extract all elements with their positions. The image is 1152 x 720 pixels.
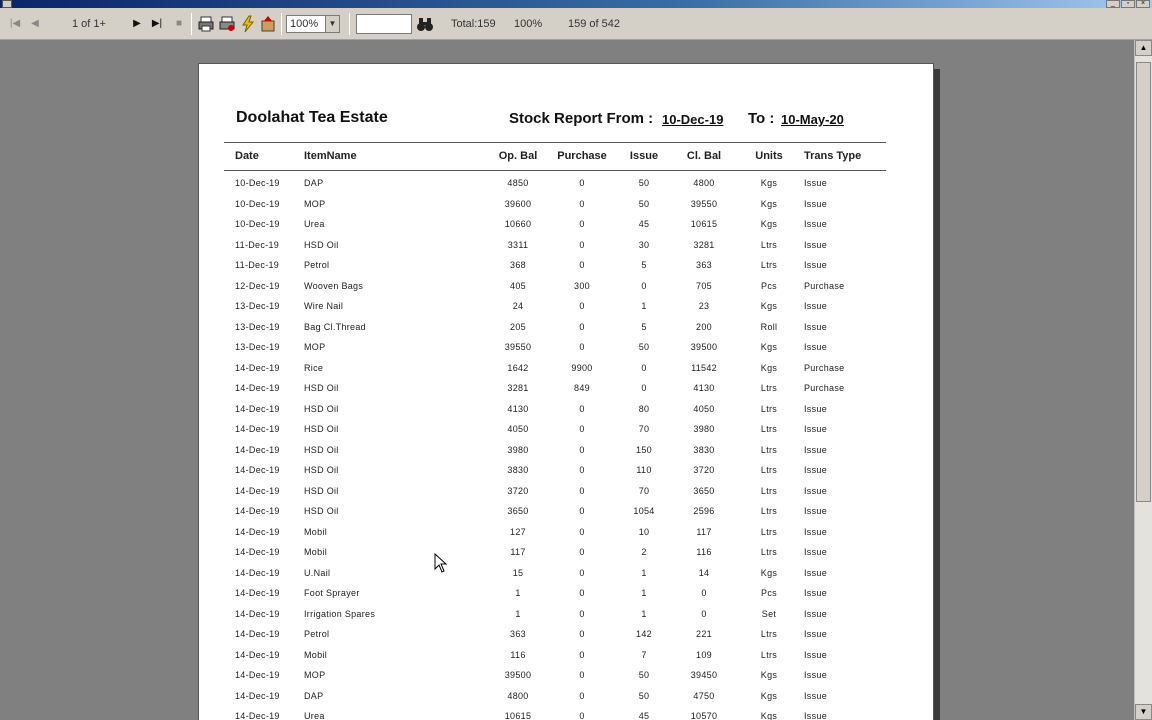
cell-opening-balance: 39500 bbox=[504, 670, 532, 680]
cell-issue: 110 bbox=[636, 465, 652, 475]
cell-units: Set bbox=[761, 608, 777, 619]
cell-item-name: Urea bbox=[304, 219, 325, 229]
cell-issue: 7 bbox=[641, 649, 647, 660]
column-header-purchase: Purchase bbox=[557, 150, 607, 162]
cell-issue: 50 bbox=[638, 198, 650, 209]
cell-item-name: Urea bbox=[304, 711, 325, 720]
cell-item-name: Petrol bbox=[304, 260, 330, 270]
cell-opening-balance: 39550 bbox=[504, 342, 532, 352]
cell-purchase: 0 bbox=[579, 690, 585, 701]
cell-purchase: 0 bbox=[579, 465, 585, 475]
cell-issue: 50 bbox=[638, 670, 650, 680]
cell-units: Pcs bbox=[761, 280, 777, 291]
cell-closing-balance: 4130 bbox=[693, 383, 715, 393]
cell-item-name: HSD Oil bbox=[304, 383, 339, 393]
cell-item-name: MOP bbox=[304, 342, 326, 352]
cell-item-name: HSD Oil bbox=[304, 506, 339, 516]
cell-item-name: DAP bbox=[304, 690, 324, 701]
cell-purchase: 0 bbox=[579, 178, 585, 188]
cell-opening-balance: 3281 bbox=[507, 383, 529, 393]
cell-trans-type: Issue bbox=[804, 526, 828, 537]
cell-trans-type: Issue bbox=[804, 301, 828, 311]
report-to-date: 10-May-20 bbox=[781, 112, 844, 127]
vertical-scrollbar[interactable] bbox=[1134, 40, 1152, 720]
cell-purchase: 0 bbox=[579, 526, 585, 537]
cell-units: Kgs bbox=[760, 362, 778, 373]
cell-item-name: HSD Oil bbox=[304, 485, 339, 496]
cell-issue: 45 bbox=[638, 711, 650, 720]
company-name: Doolahat Tea Estate bbox=[236, 109, 388, 126]
cell-units: Kgs bbox=[760, 342, 778, 352]
cell-purchase: 0 bbox=[579, 403, 585, 414]
cell-units: Ltrs bbox=[760, 485, 778, 496]
cell-item-name: MOP bbox=[304, 198, 326, 209]
cell-purchase: 0 bbox=[579, 321, 585, 332]
cell-closing-balance: 200 bbox=[696, 321, 712, 332]
cell-closing-balance: 3720 bbox=[693, 465, 715, 475]
cell-item-name: U.Nail bbox=[304, 567, 331, 578]
cell-trans-type: Purchase bbox=[804, 383, 845, 393]
cell-trans-type: Issue bbox=[804, 629, 828, 639]
cell-opening-balance: 4130 bbox=[507, 403, 529, 414]
cell-opening-balance: 10615 bbox=[504, 711, 532, 720]
cell-trans-type: Issue bbox=[804, 178, 828, 188]
cell-purchase: 0 bbox=[579, 711, 585, 720]
cell-closing-balance: 109 bbox=[696, 649, 712, 660]
cell-closing-balance: 3281 bbox=[693, 239, 715, 250]
cell-issue: 142 bbox=[636, 629, 652, 639]
cell-units: Ltrs bbox=[760, 526, 778, 537]
cell-opening-balance: 4800 bbox=[507, 690, 529, 701]
cell-purchase: 300 bbox=[574, 280, 590, 291]
cell-closing-balance: 0 bbox=[701, 608, 707, 619]
cell-trans-type: Purchase bbox=[804, 362, 845, 373]
cell-date: 14-Dec-19 bbox=[235, 690, 280, 701]
cell-units: Kgs bbox=[760, 711, 778, 720]
cell-trans-type: Issue bbox=[804, 690, 828, 701]
cell-opening-balance: 4850 bbox=[507, 178, 529, 188]
restore-icon[interactable]: ▫ bbox=[1121, 0, 1135, 8]
cell-units: Ltrs bbox=[760, 629, 778, 639]
cell-date: 10-Dec-19 bbox=[235, 178, 280, 188]
report-from-label: Stock Report From : bbox=[509, 110, 654, 127]
close-icon[interactable]: × bbox=[1136, 0, 1150, 8]
cell-purchase: 0 bbox=[579, 670, 585, 680]
cell-item-name: Wire Nail bbox=[304, 301, 344, 311]
cell-issue: 150 bbox=[636, 444, 652, 455]
cell-units: Kgs bbox=[760, 670, 778, 680]
cell-purchase: 0 bbox=[579, 342, 585, 352]
cell-closing-balance: 23 bbox=[698, 301, 710, 311]
cell-date: 14-Dec-19 bbox=[235, 383, 280, 393]
toolbar-separator bbox=[281, 13, 282, 35]
cell-issue: 1 bbox=[641, 608, 647, 619]
cell-date: 14-Dec-19 bbox=[235, 403, 280, 414]
cell-purchase: 0 bbox=[579, 567, 585, 578]
cell-issue: 5 bbox=[641, 260, 647, 270]
cell-item-name: HSD Oil bbox=[304, 424, 339, 434]
cell-units: Kgs bbox=[760, 219, 778, 229]
cell-closing-balance: 4800 bbox=[693, 178, 715, 188]
first-page-icon[interactable]: |◀ bbox=[9, 18, 21, 29]
page-indicator: 1 of 1+ bbox=[72, 18, 106, 30]
cell-closing-balance: 39550 bbox=[690, 198, 718, 209]
cell-date: 14-Dec-19 bbox=[235, 362, 280, 373]
cell-closing-balance: 2596 bbox=[693, 506, 715, 516]
print-icon[interactable] bbox=[197, 15, 215, 33]
cell-closing-balance: 363 bbox=[696, 260, 712, 270]
cell-closing-balance: 0 bbox=[701, 588, 707, 598]
cell-opening-balance: 127 bbox=[510, 526, 526, 537]
cell-issue: 50 bbox=[638, 178, 650, 188]
stop-icon[interactable]: ■ bbox=[175, 18, 183, 29]
cell-issue: 10 bbox=[638, 526, 650, 537]
cell-date: 14-Dec-19 bbox=[235, 506, 280, 516]
cell-opening-balance: 4050 bbox=[507, 424, 529, 434]
cell-units: Ltrs bbox=[760, 239, 778, 250]
cell-item-name: MOP bbox=[304, 670, 326, 680]
cell-date: 11-Dec-19 bbox=[235, 239, 280, 250]
cell-item-name: HSD Oil bbox=[304, 239, 339, 250]
refresh-icon[interactable] bbox=[239, 15, 257, 33]
toolbar-separator bbox=[349, 13, 350, 35]
cell-item-name: Irrigation Spares bbox=[304, 608, 376, 619]
cell-trans-type: Issue bbox=[804, 321, 828, 332]
cell-purchase: 0 bbox=[579, 588, 585, 598]
cell-date: 10-Dec-19 bbox=[235, 198, 280, 209]
cell-units: Roll bbox=[760, 321, 778, 332]
cell-issue: 1 bbox=[641, 301, 647, 311]
next-page-icon[interactable]: ▶ bbox=[133, 18, 141, 29]
cell-closing-balance: 705 bbox=[696, 280, 712, 291]
cell-date: 13-Dec-19 bbox=[235, 342, 280, 352]
cell-date: 14-Dec-19 bbox=[235, 608, 280, 619]
column-header-date: Date bbox=[235, 150, 259, 162]
cell-closing-balance: 117 bbox=[696, 526, 712, 537]
cell-trans-type: Issue bbox=[804, 608, 828, 619]
cell-issue: 45 bbox=[638, 219, 650, 229]
cell-opening-balance: 15 bbox=[512, 567, 524, 578]
report-page bbox=[198, 63, 934, 720]
cell-closing-balance: 39450 bbox=[690, 670, 718, 680]
cell-item-name: Foot Sprayer bbox=[304, 588, 360, 598]
cell-date: 13-Dec-19 bbox=[235, 301, 280, 311]
header-rule-bottom bbox=[224, 170, 886, 171]
cell-closing-balance: 4750 bbox=[693, 690, 715, 701]
cell-issue: 70 bbox=[638, 485, 650, 496]
cell-opening-balance: 10660 bbox=[504, 219, 532, 229]
cell-trans-type: Issue bbox=[804, 239, 828, 250]
zoom-select[interactable] bbox=[286, 15, 340, 33]
cell-date: 11-Dec-19 bbox=[235, 260, 280, 270]
cell-issue: 50 bbox=[638, 342, 650, 352]
scroll-down-icon[interactable]: ▼ bbox=[1135, 704, 1152, 720]
last-page-icon[interactable]: ▶| bbox=[151, 18, 163, 29]
cell-trans-type: Issue bbox=[804, 649, 828, 660]
cell-opening-balance: 1 bbox=[515, 608, 521, 619]
cell-date: 14-Dec-19 bbox=[235, 649, 280, 660]
cell-date: 14-Dec-19 bbox=[235, 465, 280, 475]
cell-opening-balance: 363 bbox=[510, 629, 526, 639]
cell-item-name: HSD Oil bbox=[304, 444, 339, 455]
cell-purchase: 0 bbox=[579, 547, 585, 557]
cell-item-name: HSD Oil bbox=[304, 465, 339, 475]
cell-units: Ltrs bbox=[760, 260, 778, 270]
cell-date: 14-Dec-19 bbox=[235, 629, 280, 639]
cell-closing-balance: 3830 bbox=[693, 444, 715, 455]
cell-trans-type: Issue bbox=[804, 485, 828, 496]
cell-closing-balance: 3980 bbox=[693, 424, 715, 434]
cell-issue: 50 bbox=[638, 690, 650, 701]
cell-date: 12-Dec-19 bbox=[235, 280, 280, 291]
cell-closing-balance: 221 bbox=[696, 629, 712, 639]
export-icon[interactable] bbox=[259, 15, 277, 33]
cell-purchase: 0 bbox=[579, 506, 585, 516]
cell-item-name: Mobil bbox=[304, 649, 328, 660]
report-from-date: 10-Dec-19 bbox=[662, 112, 724, 127]
cell-date: 14-Dec-19 bbox=[235, 444, 280, 455]
cell-closing-balance: 3650 bbox=[693, 485, 715, 496]
cell-trans-type: Issue bbox=[804, 670, 828, 680]
cell-closing-balance: 116 bbox=[696, 547, 712, 557]
cell-trans-type: Issue bbox=[804, 588, 828, 598]
scroll-thumb[interactable] bbox=[1136, 62, 1151, 502]
cell-item-name: Bag Cl.Thread bbox=[304, 321, 366, 332]
cell-opening-balance: 3650 bbox=[507, 506, 529, 516]
cell-opening-balance: 3830 bbox=[507, 465, 529, 475]
minimize-icon[interactable]: _ bbox=[1106, 0, 1120, 8]
cell-issue: 5 bbox=[641, 321, 647, 332]
cell-trans-type: Issue bbox=[804, 465, 828, 475]
column-header-item-name: ItemName bbox=[304, 150, 357, 162]
cell-opening-balance: 116 bbox=[510, 649, 526, 660]
cell-purchase: 0 bbox=[579, 301, 585, 311]
cell-trans-type: Issue bbox=[804, 260, 828, 270]
cell-issue: 2 bbox=[641, 547, 647, 557]
cell-closing-balance: 14 bbox=[698, 567, 710, 578]
cell-purchase: 849 bbox=[574, 383, 590, 393]
cell-purchase: 0 bbox=[579, 424, 585, 434]
cell-closing-balance: 4050 bbox=[693, 403, 715, 414]
cell-units: Ltrs bbox=[760, 444, 778, 455]
cell-item-name: HSD Oil bbox=[304, 403, 339, 414]
percent-complete: 100% bbox=[514, 18, 543, 30]
cell-date: 14-Dec-19 bbox=[235, 485, 280, 496]
cell-purchase: 0 bbox=[579, 608, 585, 619]
cell-issue: 70 bbox=[638, 424, 650, 434]
cell-closing-balance: 39500 bbox=[690, 342, 718, 352]
viewer-toolbar bbox=[0, 8, 1152, 40]
cell-opening-balance: 405 bbox=[510, 280, 526, 291]
cell-trans-type: Issue bbox=[804, 198, 828, 209]
zoom-value: 100% bbox=[290, 18, 319, 30]
report-to-label: To : bbox=[748, 110, 775, 127]
cell-closing-balance: 10615 bbox=[690, 219, 718, 229]
cell-date: 13-Dec-19 bbox=[235, 321, 280, 332]
cell-trans-type: Issue bbox=[804, 547, 828, 557]
cell-opening-balance: 205 bbox=[510, 321, 526, 332]
scroll-up-icon[interactable]: ▲ bbox=[1135, 40, 1152, 56]
search-input[interactable] bbox=[356, 14, 412, 34]
cell-opening-balance: 1 bbox=[515, 588, 521, 598]
cell-opening-balance: 3980 bbox=[507, 444, 529, 455]
cell-units: Ltrs bbox=[760, 547, 778, 557]
cell-trans-type: Issue bbox=[804, 219, 828, 229]
cell-date: 14-Dec-19 bbox=[235, 424, 280, 434]
column-header-trans-type: Trans Type bbox=[804, 150, 862, 162]
cell-opening-balance: 3311 bbox=[507, 239, 529, 250]
cell-closing-balance: 11542 bbox=[691, 362, 717, 373]
cell-issue: 0 bbox=[641, 280, 647, 291]
cell-issue: 0 bbox=[641, 362, 647, 373]
mouse-cursor-icon bbox=[434, 553, 448, 573]
cell-issue: 1 bbox=[641, 567, 647, 578]
cell-purchase: 0 bbox=[579, 239, 585, 250]
cell-date: 14-Dec-19 bbox=[235, 547, 280, 557]
cell-units: Pcs bbox=[761, 588, 777, 598]
cell-units: Kgs bbox=[760, 567, 778, 578]
cell-issue: 80 bbox=[638, 403, 650, 414]
column-header-opening-balance: Op. Bal bbox=[498, 150, 538, 162]
cell-units: Ltrs bbox=[760, 403, 778, 414]
cell-item-name: Mobil bbox=[304, 547, 328, 557]
chevron-down-icon[interactable]: ▼ bbox=[325, 16, 339, 32]
cell-closing-balance: 10570 bbox=[690, 711, 718, 720]
cell-units: Ltrs bbox=[760, 506, 778, 516]
cell-trans-type: Purchase bbox=[804, 280, 845, 291]
cell-units: Kgs bbox=[760, 690, 778, 701]
cell-units: Kgs bbox=[760, 198, 778, 209]
record-count: 159 of 542 bbox=[568, 18, 620, 30]
cell-units: Ltrs bbox=[760, 465, 778, 475]
cell-trans-type: Issue bbox=[804, 506, 828, 516]
cell-purchase: 0 bbox=[579, 649, 585, 660]
cell-item-name: Rice bbox=[304, 362, 324, 373]
cell-item-name: DAP bbox=[304, 178, 324, 188]
cell-purchase: 9900 bbox=[571, 362, 593, 373]
cell-units: Ltrs bbox=[760, 424, 778, 434]
cell-trans-type: Issue bbox=[804, 444, 828, 455]
cell-opening-balance: 3720 bbox=[507, 485, 529, 496]
window-title-bar bbox=[0, 0, 1152, 8]
previous-page-icon[interactable]: ◀ bbox=[31, 18, 39, 29]
cell-units: Ltrs bbox=[760, 649, 778, 660]
cell-opening-balance: 24 bbox=[512, 301, 524, 311]
printer-setup-icon[interactable] bbox=[218, 15, 236, 33]
cell-date: 14-Dec-19 bbox=[235, 588, 280, 598]
cell-trans-type: Issue bbox=[804, 424, 828, 434]
app-icon bbox=[2, 0, 12, 8]
cell-trans-type: Issue bbox=[804, 342, 828, 352]
cell-opening-balance: 368 bbox=[510, 260, 526, 270]
cell-issue: 1054 bbox=[633, 506, 655, 516]
column-header-closing-balance: Cl. Bal bbox=[686, 150, 722, 162]
cell-issue: 1 bbox=[641, 588, 647, 598]
binoculars-icon[interactable] bbox=[416, 15, 434, 33]
cell-issue: 0 bbox=[641, 383, 647, 393]
cell-date: 14-Dec-19 bbox=[235, 526, 280, 537]
column-header-issue: Issue bbox=[629, 150, 659, 162]
cell-units: Kgs bbox=[760, 301, 778, 311]
cell-date: 14-Dec-19 bbox=[235, 567, 280, 578]
cell-purchase: 0 bbox=[579, 629, 585, 639]
cell-trans-type: Issue bbox=[804, 403, 828, 414]
cell-date: 14-Dec-19 bbox=[235, 670, 280, 680]
cell-date: 14-Dec-19 bbox=[235, 711, 280, 720]
cell-issue: 30 bbox=[638, 239, 650, 250]
cell-date: 10-Dec-19 bbox=[235, 219, 280, 229]
cell-trans-type: Issue bbox=[804, 711, 828, 720]
cell-item-name: Mobil bbox=[304, 526, 328, 537]
cell-purchase: 0 bbox=[579, 260, 585, 270]
cell-purchase: 0 bbox=[579, 219, 585, 229]
cell-item-name: Wooven Bags bbox=[304, 280, 364, 291]
cell-trans-type: Issue bbox=[804, 567, 828, 578]
header-rule-top bbox=[224, 142, 886, 143]
total-count: Total:159 bbox=[451, 18, 496, 30]
cell-opening-balance: 39600 bbox=[504, 198, 532, 209]
cell-purchase: 0 bbox=[579, 444, 585, 455]
cell-purchase: 0 bbox=[579, 198, 585, 209]
cell-units: Kgs bbox=[760, 178, 778, 188]
toolbar-separator bbox=[191, 13, 192, 35]
cell-purchase: 0 bbox=[579, 485, 585, 496]
cell-units: Ltrs bbox=[760, 383, 778, 393]
cell-item-name: Petrol bbox=[304, 629, 330, 639]
cell-opening-balance: 117 bbox=[510, 547, 526, 557]
column-header-units: Units bbox=[755, 150, 783, 162]
cell-opening-balance: 1642 bbox=[507, 362, 529, 373]
